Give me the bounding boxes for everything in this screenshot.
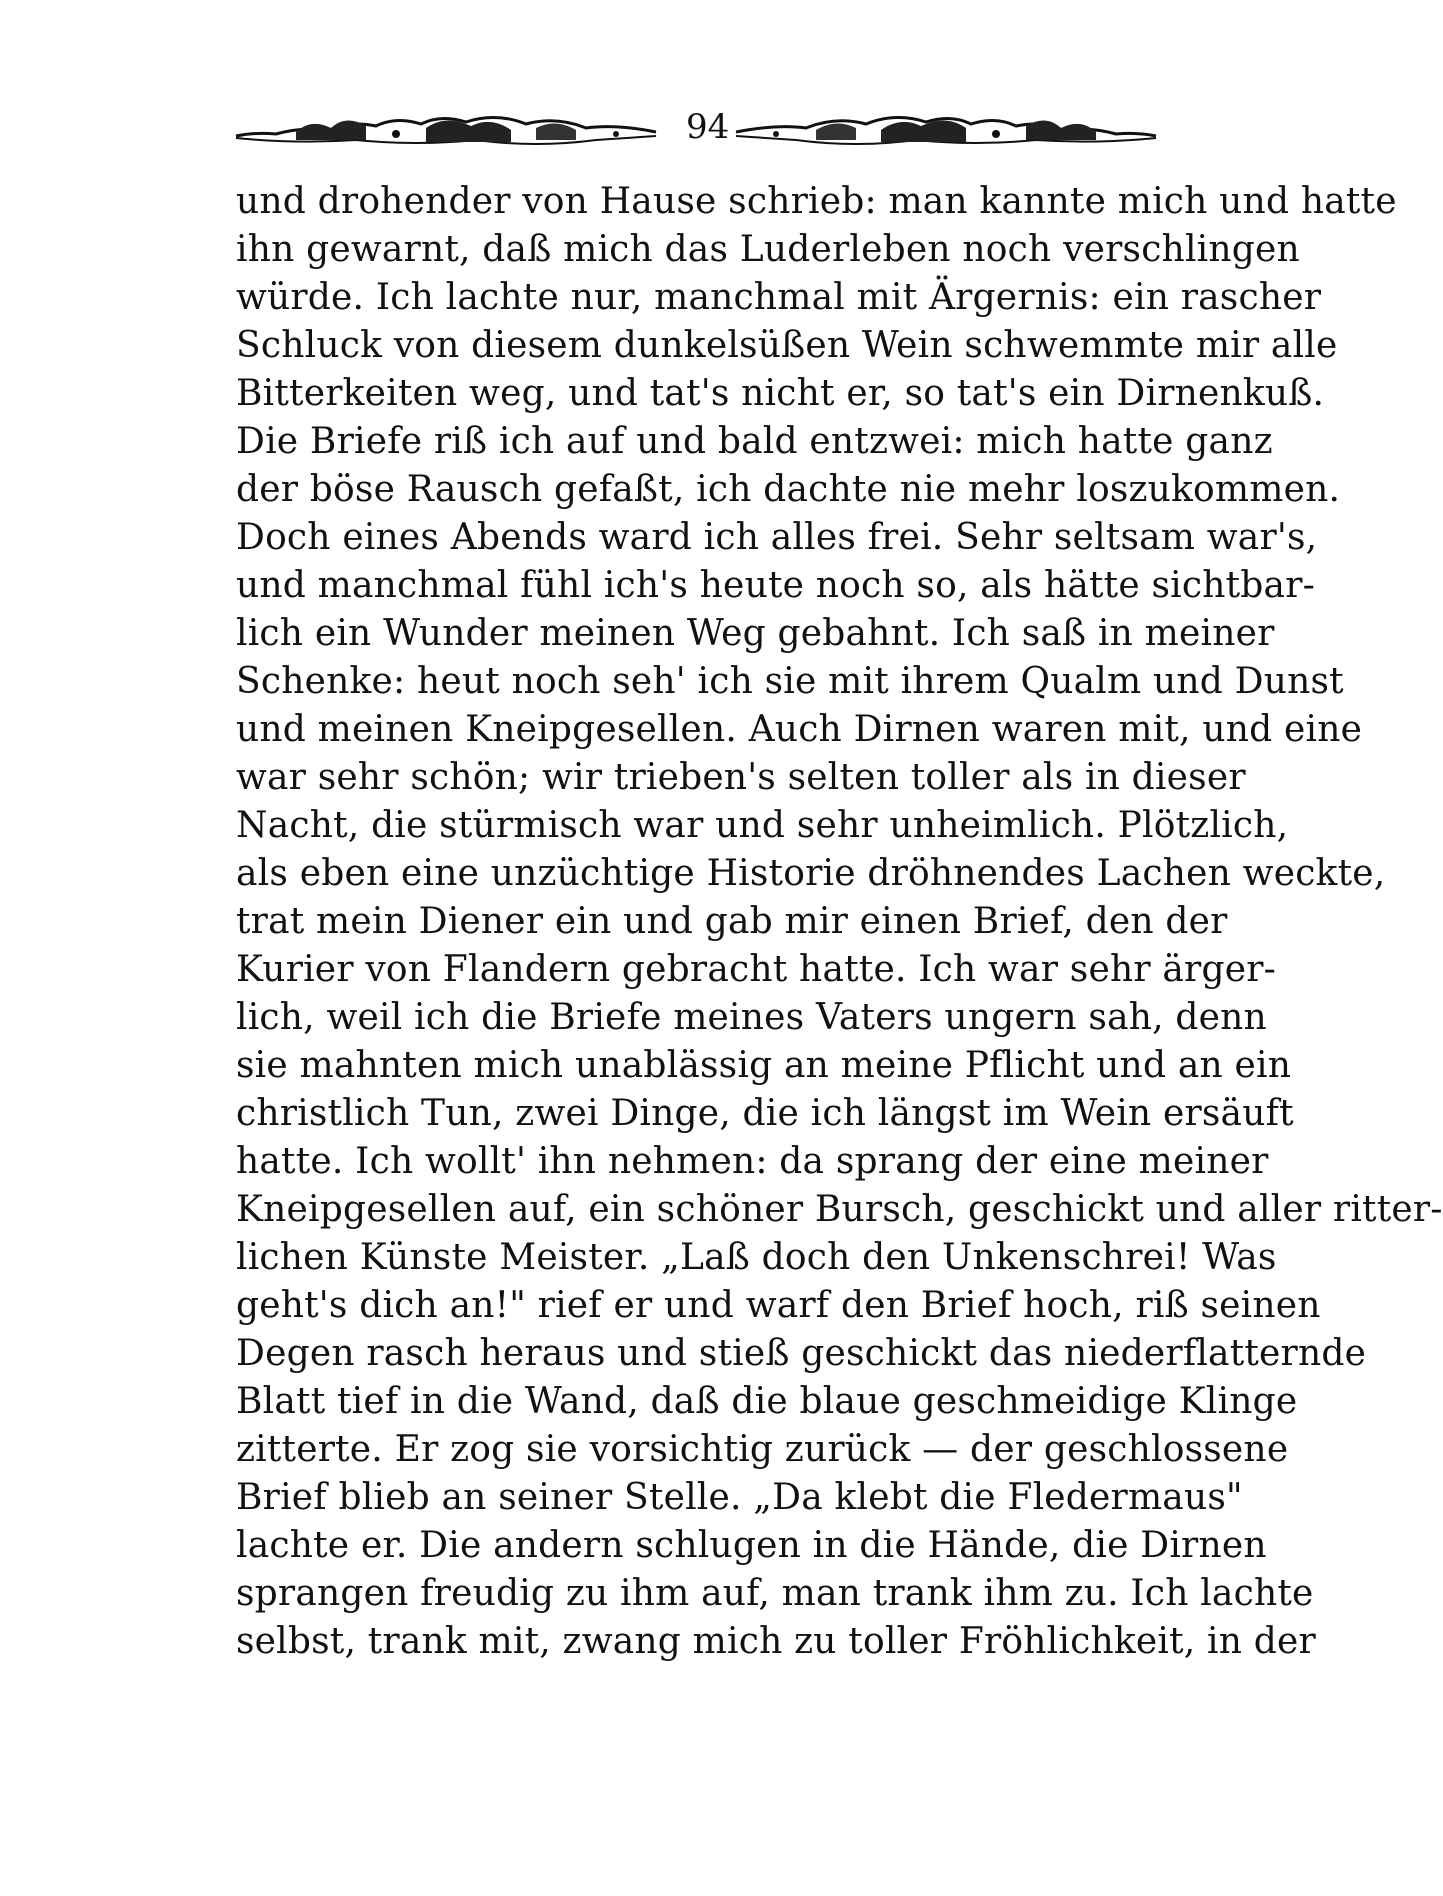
- text-line: hatte. Ich wollt' ihn nehmen: da sprang der eine meiner: [236, 1141, 1269, 1182]
- text-line: trat mein Diener ein und gab mir einen Brief, den der: [236, 901, 1228, 942]
- text-line: Kurier von Flandern gebracht hatte. Ich war sehr ärger-: [236, 949, 1276, 990]
- text-line: und manchmal fühl ich's heute noch so, als hätte sichtbar-: [236, 565, 1315, 606]
- text-line: Blatt tief in die Wand, daß die blaue geschmeidige Klinge: [236, 1381, 1298, 1422]
- text-line: war sehr schön; wir trieben's selten toller als in dieser: [236, 757, 1246, 798]
- page-header: [236, 100, 1156, 160]
- text-line: lichen Künste Meister. „Laß doch den Unkenschrei! Was: [236, 1237, 1277, 1278]
- text-line: Schenke: heut noch seh' ich sie mit ihrem Qualm und Dunst: [236, 661, 1344, 702]
- left-ornament-icon: [236, 106, 656, 154]
- text-line: Degen rasch heraus und stieß geschickt das niederflatternde: [236, 1333, 1367, 1374]
- text-line: selbst, trank mit, zwang mich zu toller Fröhlichkeit, in der: [236, 1621, 1316, 1662]
- text-line: Kneipgesellen auf, ein schöner Bursch, geschickt und aller ritter-: [236, 1189, 1443, 1230]
- text-line: der böse Rausch gefaßt, ich dachte nie mehr loszukommen.: [236, 469, 1341, 510]
- page-number: 94: [686, 107, 730, 147]
- text-line: Schluck von diesem dunkelsüßen Wein schwemmte mir alle: [236, 325, 1338, 366]
- text-line: geht's dich an!" rief er und warf den Brief hoch, riß seinen: [236, 1285, 1321, 1326]
- text-line: lich, weil ich die Briefe meines Vaters ungern sah, denn: [236, 997, 1267, 1038]
- body-text: [236, 178, 1443, 1666]
- text-line: Bitterkeiten weg, und tat's nicht er, so tat's ein Dirnenkuß.: [236, 373, 1325, 414]
- text-line: christlich Tun, zwei Dinge, die ich längst im Wein ersäuft: [236, 1093, 1294, 1134]
- text-line: Brief blieb an seiner Stelle. „Da klebt die Fledermaus": [236, 1477, 1243, 1518]
- text-line: ihn gewarnt, daß mich das Luderleben noch verschlingen: [236, 229, 1300, 270]
- text-line: Die Briefe riß ich auf und bald entzwei: mich hatte ganz: [236, 421, 1273, 462]
- text-line: lachte er. Die andern schlugen in die Hände, die Dirnen: [236, 1525, 1267, 1566]
- right-ornament-icon: [736, 106, 1156, 154]
- text-line: Doch eines Abends ward ich alles frei. Sehr seltsam war's,: [236, 517, 1318, 558]
- text-line: Nacht, die stürmisch war und sehr unheimlich. Plötzlich,: [236, 805, 1289, 846]
- text-line: sie mahnten mich unablässig an meine Pflicht und an ein: [236, 1045, 1292, 1086]
- text-line: würde. Ich lachte nur, manchmal mit Ärgernis: ein rascher: [236, 277, 1322, 318]
- text-line: und meinen Kneipgesellen. Auch Dirnen waren mit, und eine: [236, 709, 1363, 750]
- text-line: als eben eine unzüchtige Historie dröhnendes Lachen weckte,: [236, 853, 1386, 894]
- text-line: sprangen freudig zu ihm auf, man trank ihm zu. Ich lachte: [236, 1573, 1314, 1614]
- text-line: lich ein Wunder meinen Weg gebahnt. Ich saß in meiner: [236, 613, 1275, 654]
- text-line: und drohender von Hause schrieb: man kannte mich und hatte: [236, 181, 1397, 222]
- text-line: zitterte. Er zog sie vorsichtig zurück — der geschlossene: [236, 1429, 1289, 1470]
